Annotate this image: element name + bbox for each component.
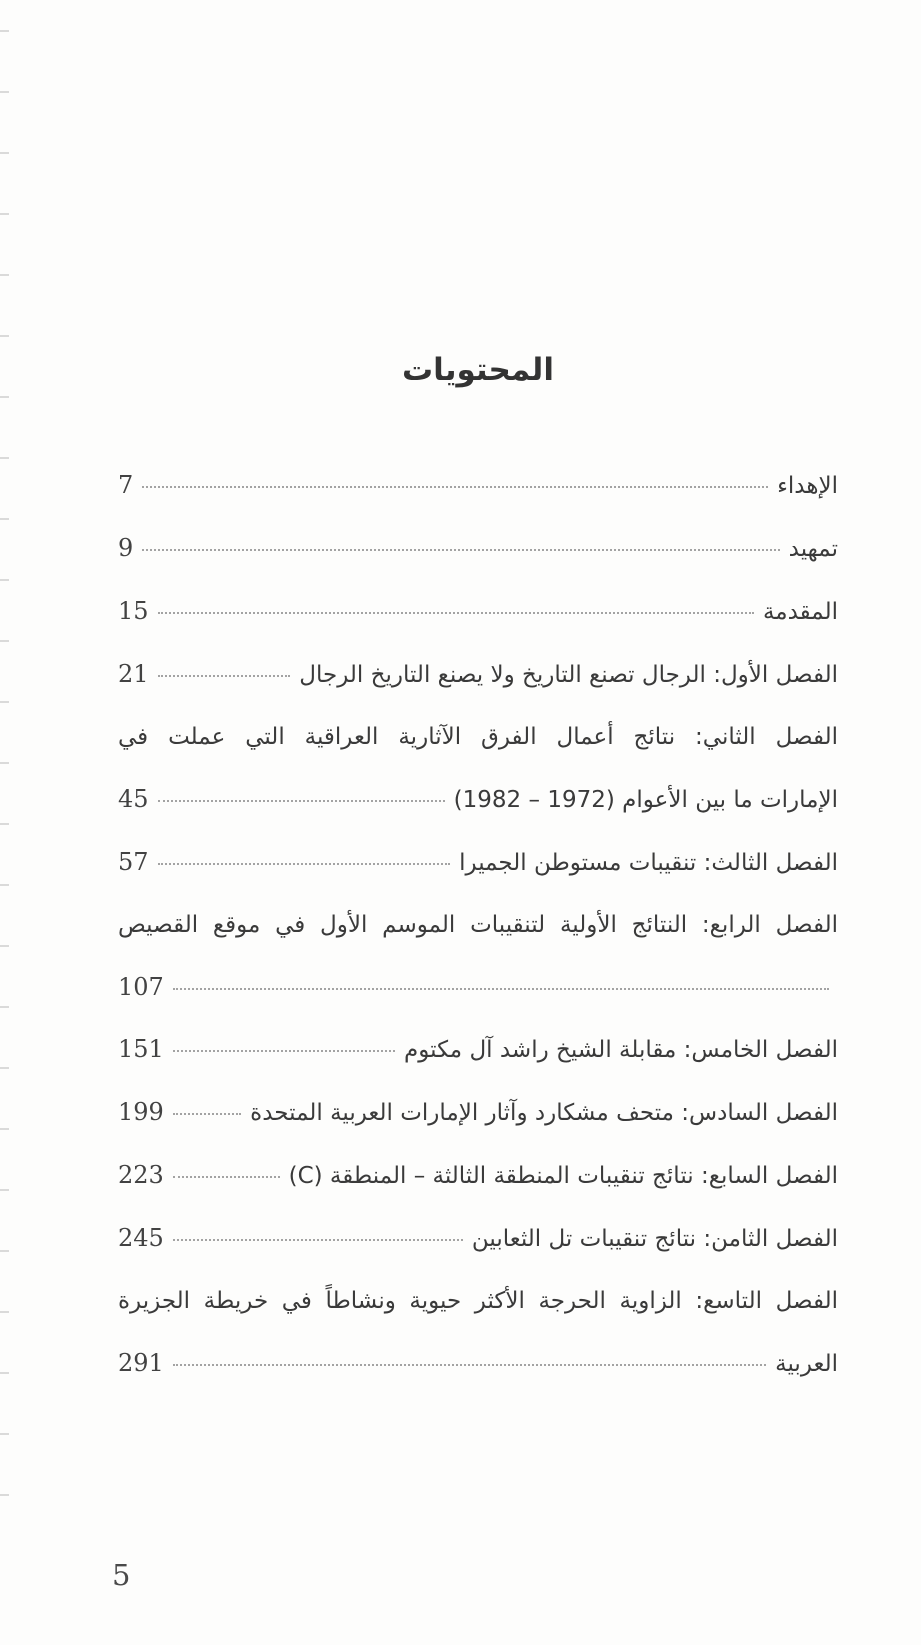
entry-title: المقدمة [762, 599, 838, 625]
dot-leader [158, 800, 445, 802]
entry-title-line2: العربية [775, 1351, 838, 1377]
page-title: المحتويات [402, 352, 554, 388]
toc-entry-chapter-5 [118, 1030, 838, 1069]
entry-title-line1: الفصل التاسع: الزاوية الحرجة الأكثر حيوية ونشاطاً في خريطة الجزيرة [118, 1288, 838, 1314]
entry-page-number: 245 [118, 1224, 164, 1252]
entry-title: الفصل الثامن: نتائج تنقيبات تل الثعابين [471, 1226, 838, 1252]
dot-leader [142, 549, 779, 551]
dot-leader [173, 1239, 463, 1241]
toc-entry-chapter-7 [118, 1156, 838, 1195]
entry-title-line1: الفصل الثاني: نتائج أعمال الفرق الآثارية العراقية التي عملت في [118, 724, 838, 750]
entry-title: الفصل الخامس: مقابلة الشيخ راشد آل مكتوم [404, 1037, 838, 1063]
toc-entry-chapter-1 [118, 655, 838, 694]
entry-title: الإهداء [777, 473, 838, 499]
dot-leader [173, 988, 829, 990]
entry-continuation-row [118, 780, 838, 819]
toc-entry-chapter-8 [118, 1219, 838, 1258]
dot-leader [173, 1050, 395, 1052]
entry-page-number: 15 [118, 597, 149, 625]
entry-title: الفصل الأول: الرجال تصنع التاريخ ولا يصنع التاريخ الرجال [299, 662, 838, 688]
dot-leader [158, 612, 754, 614]
entry-title-line2: الإمارات ما بين الأعوام (1972 – 1982) [453, 787, 838, 813]
toc-list [118, 466, 838, 1383]
entry-continuation-row [118, 1344, 838, 1383]
toc-entry-chapter-9 [118, 1282, 838, 1383]
toc-page [118, 0, 838, 1407]
entry-title-line1: الفصل الرابع: النتائج الأولية لتنقيبات الموسم الأول في موقع القصيص [118, 912, 838, 938]
toc-entry-chapter-3 [118, 843, 838, 882]
entry-title: الفصل السادس: متحف مشكارد وآثار الإمارات العربية المتحدة [250, 1100, 838, 1126]
entry-page-number: 7 [118, 471, 134, 499]
entry-page-number: 45 [118, 785, 149, 813]
toc-entry-preface [118, 529, 838, 568]
toc-entry-chapter-4 [118, 906, 838, 1006]
dot-leader [173, 1364, 766, 1366]
toc-entry-chapter-2 [118, 718, 838, 819]
toc-entry-dedication [118, 466, 838, 505]
entry-page-number: 57 [118, 848, 149, 876]
entry-continuation-row [118, 968, 838, 1006]
scan-edge-marks [0, 30, 9, 1545]
toc-entry-chapter-6 [118, 1093, 838, 1132]
entry-page-number: 223 [118, 1161, 164, 1189]
entry-page-number: 9 [118, 534, 134, 562]
entry-page-number: 199 [118, 1098, 164, 1126]
entry-title: الفصل الثالث: تنقيبات مستوطن الجميرا [459, 850, 838, 876]
entry-page-number: 151 [118, 1035, 164, 1063]
dot-leader [158, 863, 451, 865]
dot-leader [173, 1113, 241, 1115]
dot-leader [173, 1176, 280, 1178]
entry-page-number: 21 [118, 660, 149, 688]
footer-page-number: 5 [112, 1558, 131, 1592]
entry-page-number: 107 [118, 973, 164, 1001]
entry-title: تمهيد [788, 536, 838, 562]
entry-title: الفصل السابع: نتائج تنقيبات المنطقة الثالثة – المنطقة (C) [288, 1163, 838, 1189]
dot-leader [142, 486, 768, 488]
dot-leader [158, 675, 291, 677]
toc-entry-introduction [118, 592, 838, 631]
entry-page-number: 291 [118, 1349, 164, 1377]
